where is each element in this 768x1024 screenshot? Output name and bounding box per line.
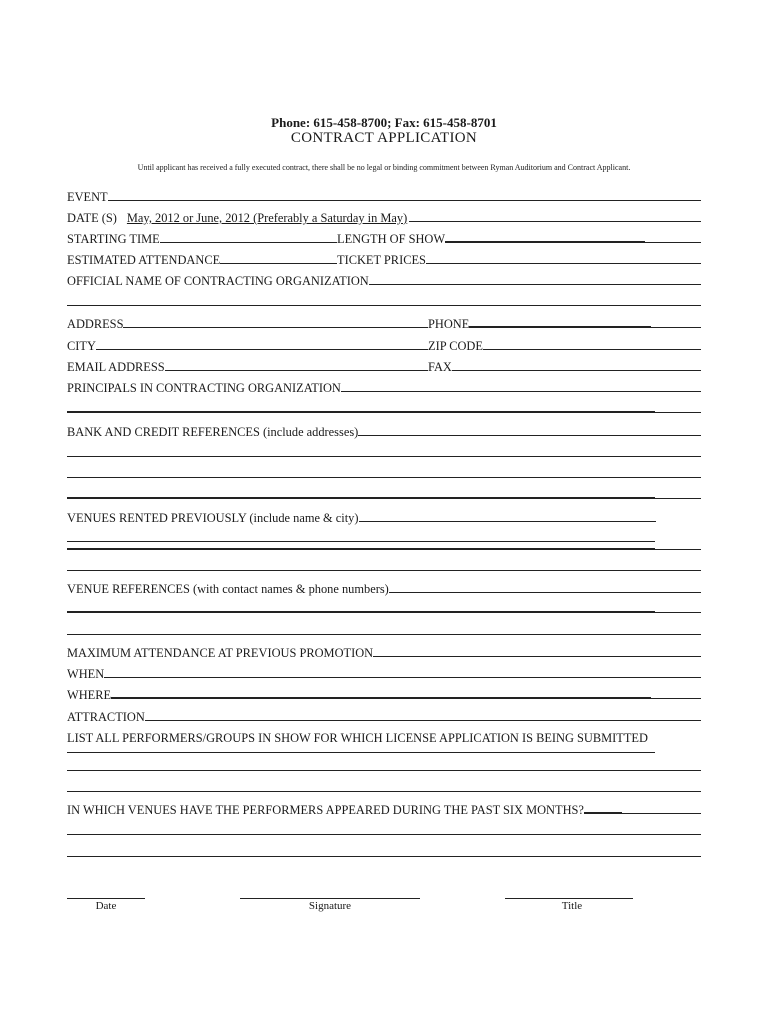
blank-line[interactable] [67,548,655,550]
time-row [67,228,701,246]
attraction-field[interactable] [145,720,701,721]
venues-rented-row [67,507,656,525]
starting-time-field[interactable] [160,242,337,243]
venues-appeared-label: IN WHICH VENUES HAVE THE PERFORMERS APPEARED DURING THE PAST SIX MONTHS? [67,803,584,817]
title-caption: Title [561,900,583,912]
zip-code-label: ZIP CODE [428,339,483,353]
attraction-row [67,706,701,724]
venue-references-label: VENUE REFERENCES (with contact names & phone numbers) [67,582,389,596]
max-attendance-row [67,642,701,660]
length-of-show-label: LENGTH OF SHOW [337,232,446,246]
email-row [67,356,701,374]
phone-field-ext[interactable] [651,327,701,328]
venues-rented-field[interactable] [359,521,657,522]
official-name-row [67,270,701,288]
city-label: CITY [67,339,96,353]
fax-label: FAX [428,360,452,374]
address-label: ADDRESS [67,317,124,331]
blank-line[interactable] [655,549,701,550]
dates-value[interactable]: May, 2012 or June, 2012 (Preferably a Saturday in May) [126,211,408,225]
blank-line[interactable] [67,541,655,542]
blank-line[interactable] [655,498,701,499]
where-field[interactable] [111,697,651,699]
blank-line[interactable] [67,570,701,571]
principals-label: PRINCIPALS IN CONTRACTING ORGANIZATION [67,381,341,395]
dates-label: DATE (S) [67,211,117,225]
principals-row [67,377,701,395]
event-label: EVENT [67,190,108,204]
blank-line[interactable] [67,856,701,857]
blank-line[interactable] [67,791,701,792]
principals-field[interactable] [341,391,701,392]
email-address-field[interactable] [165,370,428,371]
estimated-attendance-field[interactable] [220,263,337,264]
blank-line[interactable] [67,497,655,499]
date-caption: Date [95,900,117,912]
disclaimer-text: Until applicant has received a fully executed contract, there shall be no legal or binding commitment between Ryman Auditorium and Contract Applicant. [137,163,631,172]
length-of-show-field[interactable] [445,241,645,243]
city-row [67,335,701,353]
venues-appeared-field[interactable] [584,812,622,814]
blank-line[interactable] [67,411,655,413]
address-row [67,313,701,331]
where-row [67,684,701,702]
bank-references-row [67,421,701,439]
when-field[interactable] [104,677,701,678]
venues-appeared-row [67,799,701,817]
dates-field[interactable] [409,221,701,222]
address-field[interactable] [123,327,428,328]
form-title: CONTRACT APPLICATION [290,130,478,146]
title-signature-line[interactable] [505,898,633,899]
venue-references-row [67,578,701,596]
event-field[interactable] [108,200,701,201]
venues-rented-label: VENUES RENTED PREVIOUSLY (include name & city) [67,511,359,525]
bank-references-field[interactable] [358,435,701,436]
blank-line[interactable] [67,611,655,613]
phone-fax-line: Phone: 615-458-8700; Fax: 615-458-8701 [271,115,497,130]
blank-line[interactable] [67,752,655,753]
venue-references-field[interactable] [389,592,701,593]
blank-line[interactable] [67,770,701,771]
bank-references-label: BANK AND CREDIT REFERENCES (include addresses) [67,425,359,439]
blank-line[interactable] [655,412,701,413]
dates-row [67,207,701,225]
official-name-field[interactable] [369,284,701,285]
estimated-attendance-label: ESTIMATED ATTENDANCE [67,253,221,267]
blank-line[interactable] [67,477,701,478]
venues-appeared-field-ext[interactable] [622,813,701,814]
attendance-row [67,249,701,267]
blank-line[interactable] [67,634,701,635]
max-attendance-field[interactable] [373,656,701,657]
attraction-label: ATTRACTION [67,710,145,724]
list-performers-label: LIST ALL PERFORMERS/GROUPS IN SHOW FOR WHICH LICENSE APPLICATION IS BEING SUBMITTED [67,731,648,745]
city-field[interactable] [96,349,428,350]
signature-line[interactable] [240,898,420,899]
blank-line[interactable] [67,834,701,835]
when-label: WHEN [67,667,105,681]
email-address-label: EMAIL ADDRESS [67,360,165,374]
blank-line[interactable] [67,305,701,306]
when-row [67,663,701,681]
event-row [67,186,701,204]
signature-caption: Signature [308,900,352,912]
starting-time-label: STARTING TIME [67,232,160,246]
where-label: WHERE [67,688,112,702]
blank-line[interactable] [67,456,701,457]
fax-field[interactable] [452,370,701,371]
ticket-prices-field[interactable] [426,263,701,264]
zip-code-field[interactable] [483,349,701,350]
max-attendance-label: MAXIMUM ATTENDANCE AT PREVIOUS PROMOTION [67,646,374,660]
phone-field[interactable] [469,326,651,328]
blank-line[interactable] [655,612,701,613]
date-signature-line[interactable] [67,898,145,899]
length-of-show-field-ext[interactable] [645,242,701,243]
where-field-ext[interactable] [651,698,701,699]
list-performers-row [67,727,701,745]
ticket-prices-label: TICKET PRICES [337,253,426,267]
official-name-label: OFFICIAL NAME OF CONTRACTING ORGANIZATION [67,274,369,288]
phone-label: PHONE [428,317,470,331]
